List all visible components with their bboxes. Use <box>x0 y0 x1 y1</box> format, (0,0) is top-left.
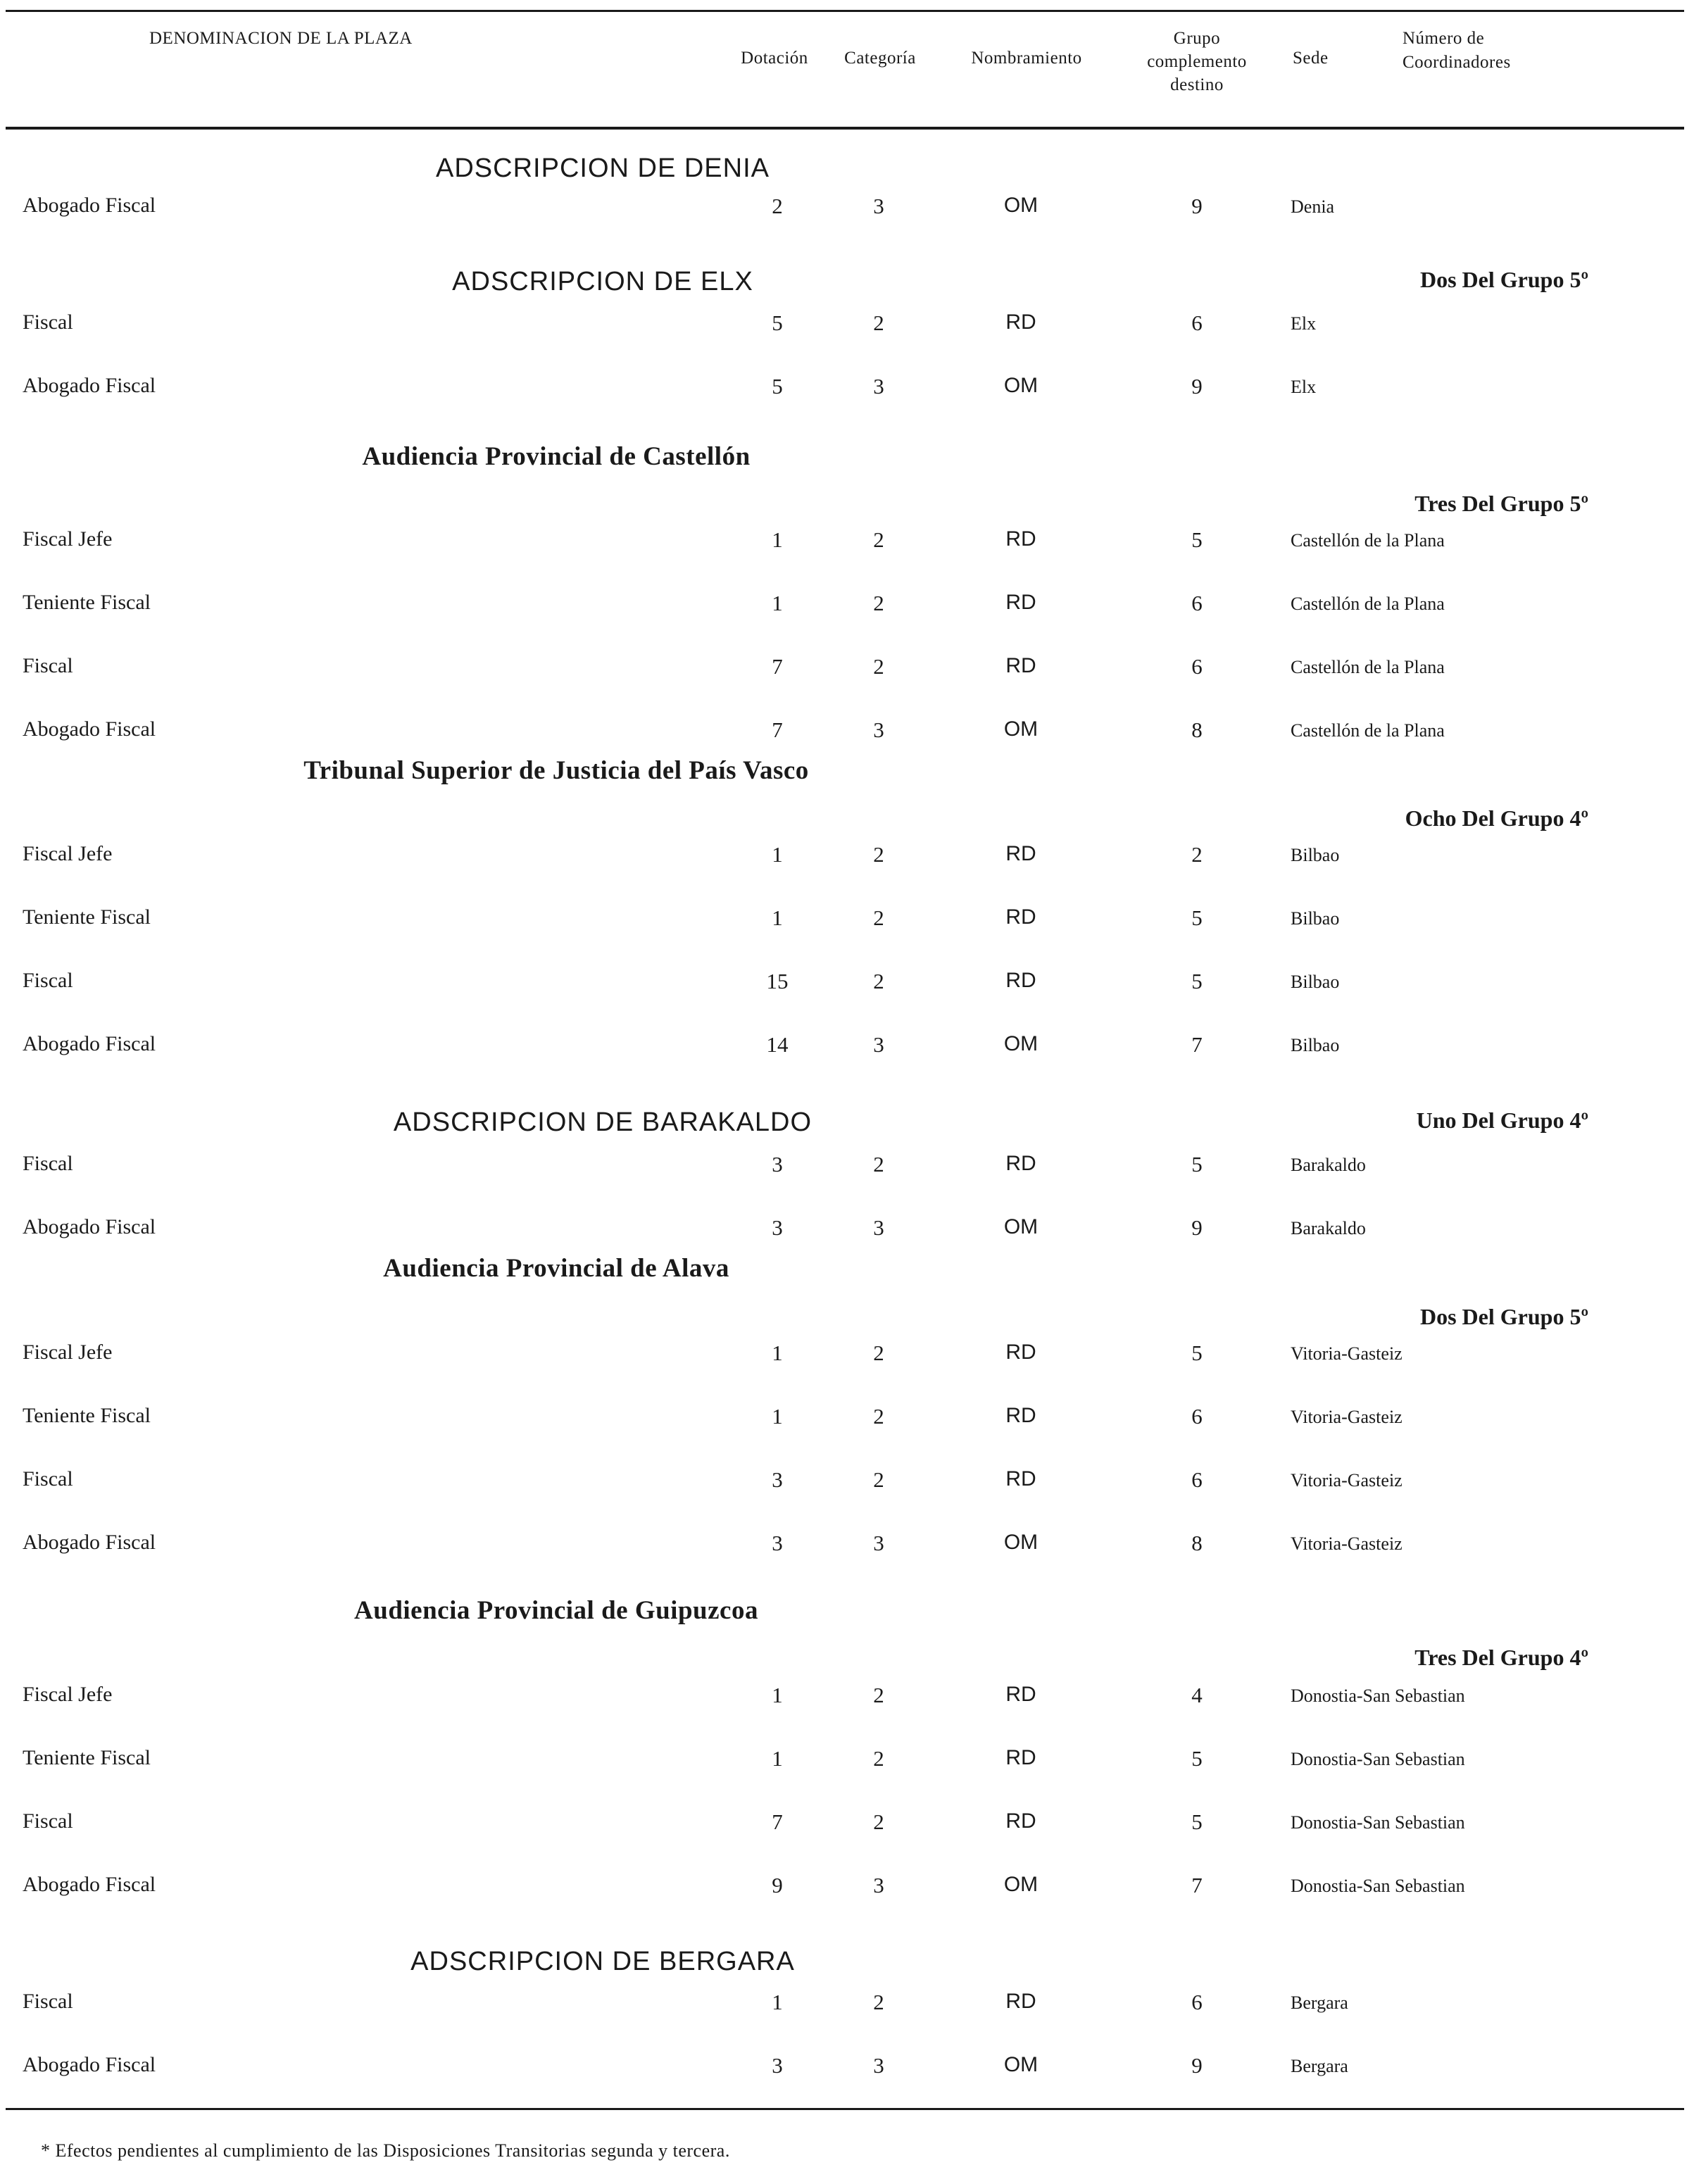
row-categoria: 3 <box>873 1531 884 1555</box>
row-categoria: 2 <box>873 1467 884 1492</box>
row-grupo: 5 <box>1191 1152 1203 1176</box>
row-sede: Donostia-San Sebastian <box>1291 1749 1465 1769</box>
header-grupo-line-2: complemento <box>1147 52 1247 71</box>
row-dotacion: 3 <box>772 2053 783 2078</box>
section-title: Audiencia Provincial de Alava <box>383 1254 729 1283</box>
row-denominacion: Abogado Fiscal <box>23 1032 156 1055</box>
header-grupo-line-3: destino <box>1170 75 1224 94</box>
row-denominacion: Abogado Fiscal <box>23 1531 156 1554</box>
row-sede: Elx <box>1291 377 1317 397</box>
row-sede: Donostia-San Sebastian <box>1291 1876 1465 1896</box>
row-sede: Bilbao <box>1291 1035 1340 1055</box>
row-categoria: 3 <box>873 194 884 218</box>
row-categoria: 3 <box>873 2053 884 2078</box>
row-categoria: 2 <box>873 1404 884 1429</box>
row-categoria: 2 <box>873 1152 884 1176</box>
row-grupo: 2 <box>1191 842 1203 867</box>
row-nombramiento: RD <box>1005 654 1036 677</box>
row-nombramiento: RD <box>1005 527 1036 551</box>
row-denominacion: Fiscal <box>23 310 73 334</box>
header-categoria: Categoría <box>844 49 916 68</box>
row-denominacion: Teniente Fiscal <box>23 591 151 614</box>
row-categoria: 2 <box>873 842 884 867</box>
row-grupo: 9 <box>1191 374 1203 398</box>
row-denominacion: Abogado Fiscal <box>23 194 156 217</box>
row-dotacion: 3 <box>772 1152 783 1176</box>
row-denominacion: Teniente Fiscal <box>23 905 151 929</box>
row-nombramiento: OM <box>1003 717 1039 741</box>
coordinators-count: Tres Del Grupo 4º <box>1414 1645 1588 1670</box>
row-sede: Donostia-San Sebastian <box>1291 1812 1465 1833</box>
row-nombramiento: OM <box>1003 194 1039 217</box>
row-nombramiento: OM <box>1003 1032 1039 1055</box>
row-categoria: 2 <box>873 1990 884 2014</box>
row-nombramiento: RD <box>1005 1152 1036 1175</box>
row-sede: Bilbao <box>1291 845 1340 865</box>
row-denominacion: Abogado Fiscal <box>23 2053 156 2076</box>
row-sede: Castellón de la Plana <box>1291 530 1445 551</box>
row-dotacion: 7 <box>772 654 783 679</box>
row-denominacion: Fiscal <box>23 1467 73 1490</box>
row-grupo: 9 <box>1191 1215 1203 1240</box>
row-grupo: 6 <box>1191 591 1203 615</box>
row-dotacion: 9 <box>772 1873 783 1897</box>
row-sede: Bilbao <box>1291 908 1340 929</box>
row-nombramiento: OM <box>1003 1873 1039 1896</box>
header-coordinadores-line-1: Número de <box>1403 29 1485 48</box>
row-categoria: 2 <box>873 905 884 930</box>
row-grupo: 6 <box>1191 1467 1203 1492</box>
row-denominacion: Teniente Fiscal <box>23 1404 151 1427</box>
row-nombramiento: RD <box>1005 591 1036 614</box>
row-dotacion: 14 <box>766 1032 789 1057</box>
row-grupo: 5 <box>1191 527 1203 552</box>
row-sede: Denia <box>1291 196 1335 217</box>
row-nombramiento: RD <box>1005 1746 1036 1769</box>
row-categoria: 3 <box>873 1215 884 1240</box>
row-sede: Vitoria-Gasteiz <box>1291 1470 1403 1490</box>
row-dotacion: 3 <box>772 1531 783 1555</box>
row-dotacion: 1 <box>772 1746 783 1771</box>
row-denominacion: Teniente Fiscal <box>23 1746 151 1769</box>
row-nombramiento: RD <box>1005 1341 1036 1364</box>
row-dotacion: 3 <box>772 1467 783 1492</box>
row-nombramiento: OM <box>1003 374 1039 397</box>
row-grupo: 5 <box>1191 1746 1203 1771</box>
row-categoria: 3 <box>873 1873 884 1897</box>
row-sede: Elx <box>1291 313 1317 334</box>
row-sede: Bergara <box>1291 1992 1348 2013</box>
section-title: Tribunal Superior de Justicia del País Vasco <box>303 756 809 785</box>
coordinators-count: Tres Del Grupo 5º <box>1414 491 1588 516</box>
row-categoria: 2 <box>873 654 884 679</box>
header-coordinadores <box>1403 27 1511 75</box>
header-grupo <box>1141 27 1253 96</box>
row-grupo: 5 <box>1191 1809 1203 1834</box>
row-sede: Barakaldo <box>1291 1218 1366 1238</box>
bottom-rule <box>6 2108 1684 2110</box>
row-categoria: 3 <box>873 1032 884 1057</box>
row-grupo: 5 <box>1191 1341 1203 1365</box>
section-title: ADSCRIPCION DE BERGARA <box>410 1947 795 1976</box>
row-grupo: 9 <box>1191 2053 1203 2078</box>
row-categoria: 2 <box>873 1746 884 1771</box>
row-categoria: 3 <box>873 717 884 742</box>
header-dotacion: Dotación <box>741 49 808 68</box>
row-denominacion: Fiscal Jefe <box>23 1683 113 1706</box>
row-nombramiento: OM <box>1003 1531 1039 1554</box>
row-nombramiento: RD <box>1005 1467 1036 1490</box>
row-sede: Bilbao <box>1291 972 1340 992</box>
row-denominacion: Abogado Fiscal <box>23 1215 156 1238</box>
row-dotacion: 7 <box>772 717 783 742</box>
row-grupo: 7 <box>1191 1873 1203 1897</box>
row-denominacion: Fiscal <box>23 1152 73 1175</box>
row-nombramiento: OM <box>1003 2053 1039 2076</box>
row-dotacion: 5 <box>772 310 783 335</box>
coordinators-count: Ocho Del Grupo 4º <box>1405 805 1588 831</box>
row-nombramiento: RD <box>1005 1809 1036 1833</box>
header-rule <box>6 127 1684 130</box>
row-categoria: 2 <box>873 591 884 615</box>
row-dotacion: 1 <box>772 1990 783 2014</box>
row-nombramiento: OM <box>1003 1215 1039 1238</box>
row-dotacion: 2 <box>772 194 783 218</box>
row-dotacion: 15 <box>766 969 789 993</box>
header-nombramiento: Nombramiento <box>971 49 1082 68</box>
row-nombramiento: RD <box>1005 842 1036 865</box>
section-title: ADSCRIPCION DE ELX <box>452 267 753 296</box>
row-grupo: 6 <box>1191 1990 1203 2014</box>
row-dotacion: 1 <box>772 1404 783 1429</box>
row-denominacion: Fiscal <box>23 1809 73 1833</box>
row-grupo: 4 <box>1191 1683 1203 1707</box>
row-grupo: 8 <box>1191 717 1203 742</box>
row-sede: Vitoria-Gasteiz <box>1291 1407 1403 1427</box>
row-categoria: 2 <box>873 1683 884 1707</box>
section-title: ADSCRIPCION DE DENIA <box>436 153 770 183</box>
row-grupo: 5 <box>1191 905 1203 930</box>
row-denominacion: Abogado Fiscal <box>23 374 156 397</box>
row-sede: Vitoria-Gasteiz <box>1291 1343 1403 1364</box>
section-title: ADSCRIPCION DE BARAKALDO <box>393 1107 813 1137</box>
row-denominacion: Fiscal Jefe <box>23 842 113 865</box>
row-dotacion: 1 <box>772 905 783 930</box>
coordinators-count: Dos Del Grupo 5º <box>1419 1304 1588 1329</box>
coordinators-count: Dos Del Grupo 5º <box>1419 267 1588 292</box>
row-sede: Castellón de la Plana <box>1291 657 1445 677</box>
row-denominacion: Fiscal <box>23 1990 73 2013</box>
coordinators-count: Uno Del Grupo 4º <box>1416 1107 1588 1133</box>
row-categoria: 2 <box>873 310 884 335</box>
row-sede: Castellón de la Plana <box>1291 594 1445 614</box>
row-categoria: 2 <box>873 969 884 993</box>
row-denominacion: Fiscal <box>23 969 73 992</box>
row-categoria: 3 <box>873 374 884 398</box>
row-sede: Barakaldo <box>1291 1155 1366 1175</box>
row-grupo: 7 <box>1191 1032 1203 1057</box>
row-dotacion: 1 <box>772 842 783 867</box>
row-denominacion: Fiscal Jefe <box>23 527 113 551</box>
row-nombramiento: RD <box>1005 310 1036 334</box>
row-dotacion: 1 <box>772 527 783 552</box>
row-denominacion: Fiscal Jefe <box>23 1341 113 1364</box>
row-grupo: 8 <box>1191 1531 1203 1555</box>
row-dotacion: 1 <box>772 1683 783 1707</box>
row-sede: Bergara <box>1291 2056 1348 2076</box>
footnote: * Efectos pendientes al cumplimiento de las Disposiciones Transitorias segunda y tercera. <box>41 2140 730 2161</box>
row-denominacion: Abogado Fiscal <box>23 1873 156 1896</box>
row-nombramiento: RD <box>1005 1990 1036 2013</box>
row-nombramiento: RD <box>1005 1404 1036 1427</box>
row-denominacion: Fiscal <box>23 654 73 677</box>
top-rule <box>6 10 1684 12</box>
row-categoria: 2 <box>873 1809 884 1834</box>
row-grupo: 9 <box>1191 194 1203 218</box>
header-denominacion: DENOMINACION DE LA PLAZA <box>149 29 413 48</box>
section-title: Audiencia Provincial de Guipuzcoa <box>354 1596 758 1625</box>
row-grupo: 6 <box>1191 654 1203 679</box>
row-grupo: 6 <box>1191 310 1203 335</box>
section-title: Audiencia Provincial de Castellón <box>362 442 751 471</box>
row-sede: Donostia-San Sebastian <box>1291 1686 1465 1706</box>
row-dotacion: 1 <box>772 1341 783 1365</box>
row-categoria: 2 <box>873 1341 884 1365</box>
row-nombramiento: RD <box>1005 969 1036 992</box>
row-denominacion: Abogado Fiscal <box>23 717 156 741</box>
header-coordinadores-line-2: Coordinadores <box>1403 53 1511 72</box>
row-dotacion: 7 <box>772 1809 783 1834</box>
row-dotacion: 3 <box>772 1215 783 1240</box>
row-sede: Vitoria-Gasteiz <box>1291 1533 1403 1554</box>
row-nombramiento: RD <box>1005 1683 1036 1706</box>
header-sede: Sede <box>1293 49 1329 68</box>
row-grupo: 6 <box>1191 1404 1203 1429</box>
row-sede: Castellón de la Plana <box>1291 720 1445 741</box>
row-categoria: 2 <box>873 527 884 552</box>
header-grupo-line-1: Grupo <box>1173 29 1221 48</box>
row-dotacion: 1 <box>772 591 783 615</box>
row-nombramiento: RD <box>1005 905 1036 929</box>
row-dotacion: 5 <box>772 374 783 398</box>
row-grupo: 5 <box>1191 969 1203 993</box>
